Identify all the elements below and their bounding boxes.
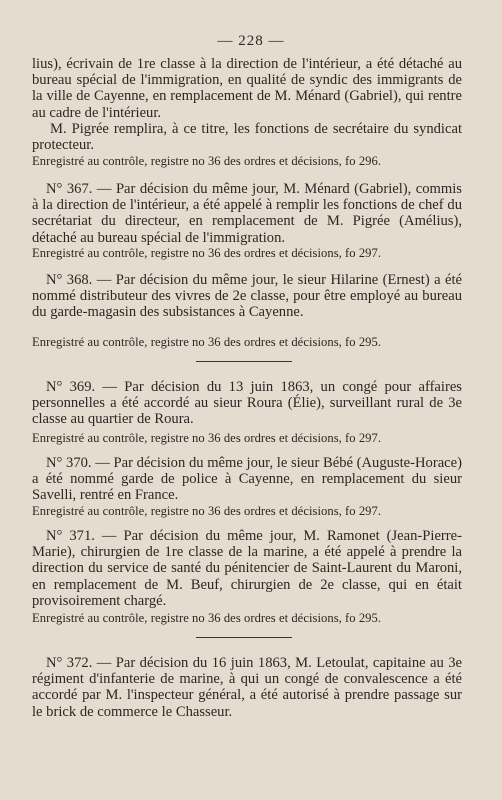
registration-note: Enregistré au contrôle, registre no 36 des ordres et décisions, fo 295. (32, 335, 382, 349)
registration-note: Enregistré au contrôle, registre no 36 des ordres et décisions, fo 297. (32, 504, 382, 518)
decision-370 (32, 455, 462, 504)
section-divider (196, 637, 292, 638)
decision-368 (32, 272, 462, 321)
decision-paragraph: M. Pigrée remplira, à ce titre, les fonctions de secrétaire du syndicat protecteur. (32, 120, 462, 154)
registration-note: Enregistré au contrôle, registre no 36 des ordres et décisions, fo 296. (32, 154, 382, 168)
decision-number: N° 369. (46, 379, 96, 395)
registration-note: Enregistré au contrôle, registre no 36 des ordres et décisions, fo 297. (32, 246, 382, 260)
decision-367 (32, 181, 462, 246)
decision-paragraph: lius), écrivain de 1re classe à la direction de l'intérieur, a été détaché au bureau spécial de l'immigration, en qualité de syndic des immigrants de la ville de Cayenne, en remplacement de M. Ménard (Gabriel), qui rentre au cadre de l'intérieur. (32, 56, 462, 121)
decision-372 (32, 655, 462, 720)
section-divider (196, 361, 292, 362)
decision-text: — Par décision du même jour, le sieur Bébé (Auguste-Horace) a été nommé garde de police à Cayenne, en remplacement du sieur Savelli, rentré en France. (32, 455, 462, 504)
decision-text: — Par décision du 13 juin 1863, un congé pour affaires personnelles a été accordé au sieur Roura (Élie), surveillant rural de 3e classe au quartier de Roura. (32, 379, 462, 428)
decision-371 (32, 528, 462, 609)
page-number: — 228 — (217, 33, 285, 49)
registration-note: Enregistré au contrôle, registre no 36 des ordres et décisions, fo 297. (32, 431, 382, 445)
decision-number: N° 371. (46, 528, 95, 544)
decision-number: N° 368. (46, 272, 93, 288)
registration-note: Enregistré au contrôle, registre no 36 des ordres et décisions, fo 295. (32, 611, 382, 625)
decision-number: N° 367. (46, 181, 93, 197)
decision-369 (32, 379, 462, 428)
decision-text: — Par décision du même jour, M. Ménard (Gabriel), commis à la direction de l'intérieur, a été appelé à remplir les fonctions de chef du secrétariat du directeur, en remplacement de M. Pigrée (Amélius), détaché au bureau spécial de l'immigration. (32, 181, 462, 246)
decision-text: — Par décision du 16 juin 1863, M. Letoulat, capitaine au 3e régiment d'infanterie de marine, à qui un congé de convalescence a été accordé par M. l'inspecteur général, a été autorisé à prendre passage sur le brick de commerce le Chasseur. (32, 655, 462, 720)
decision-text: — Par décision du même jour, M. Ramonet (Jean-Pierre-Marie), chirurgien de 1re classe de la marine, a été appelé à prendre la direction du service de santé du pénitencier de Saint-Laurent du Maroni, en remplacement de M. Beuf, chirurgien de 2e classe, qui en était provisoirement chargé. (32, 528, 462, 609)
decision-number: N° 372. (46, 655, 93, 671)
decision-number: N° 370. (46, 455, 92, 471)
decision-text: — Par décision du même jour, le sieur Hilarine (Ernest) a été nommé distributeur des vivres de 2e classe, pour être employé au bureau du garde-magasin des subsistances à Cayenne. (32, 272, 462, 321)
decision-continuation (32, 56, 462, 153)
